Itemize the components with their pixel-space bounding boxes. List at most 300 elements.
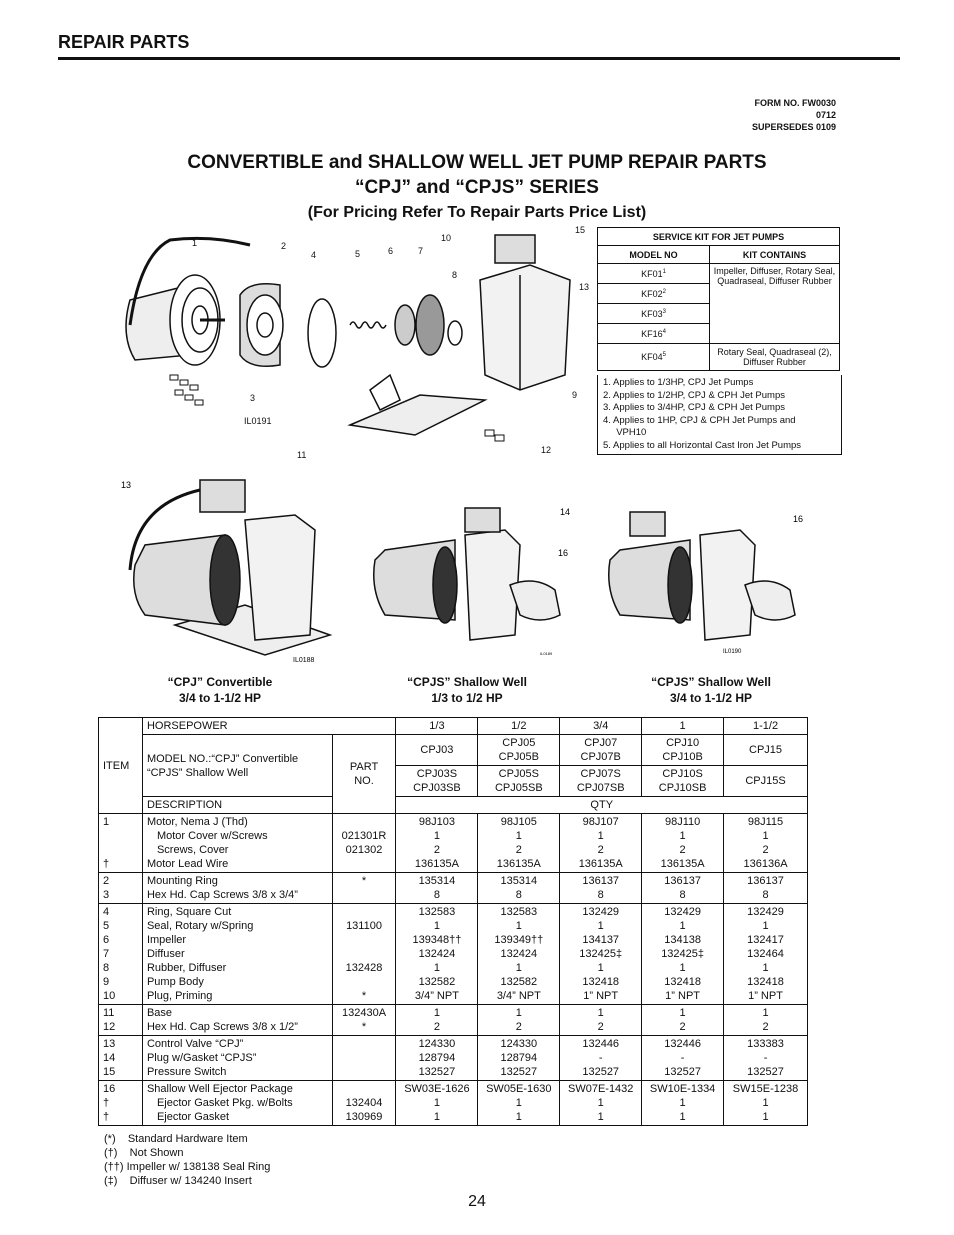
qty-cell (478, 904, 560, 1005)
pump-illustration-cpj (115, 475, 345, 670)
qty: 124330 (500, 1038, 538, 1050)
title-line-1: CONVERTIBLE and SHALLOW WELL JET PUMP REPAIR PARTS (187, 152, 767, 173)
cpjs-model: CPJ10S CPJ10SB (642, 766, 724, 797)
qty-cell (478, 1036, 560, 1081)
qty: 135314 (418, 875, 456, 887)
item: 14 (103, 1052, 116, 1064)
qty: 132464 (747, 948, 784, 960)
qty: 1 (433, 830, 440, 842)
desc: Diffuser (146, 948, 185, 960)
part (337, 905, 392, 919)
item-header: ITEM (99, 718, 143, 814)
qty: 8 (679, 889, 686, 901)
qty: 1 (762, 1111, 769, 1123)
item: 1 (103, 816, 110, 828)
callout-7: 7 (418, 246, 424, 256)
qty: 136135A (660, 858, 705, 870)
part: 021301R (341, 830, 387, 842)
qty: 1 (433, 1097, 440, 1109)
pump-illustration-cpjs-large (595, 510, 815, 660)
qty: 8 (515, 889, 522, 901)
desc: Ring, Square Cut (146, 906, 232, 918)
pump-caption-cpj: “CPJ” Convertible 3/4 to 1-1/2 HP (167, 675, 273, 705)
part: 130969 (345, 1111, 383, 1123)
part: * (361, 990, 367, 1002)
desc: Motor, Nema J (Thd) (146, 816, 248, 828)
qty: 132425‡ (579, 948, 623, 960)
qty: 136135A (414, 858, 459, 870)
qty-cell (724, 814, 808, 873)
qty: 1 (433, 1111, 440, 1123)
qty: 132583 (418, 906, 456, 918)
kit-col-model: MODEL NO (598, 246, 710, 264)
callout-11: 11 (297, 450, 307, 460)
callout-12: 12 (541, 445, 552, 455)
item (103, 829, 138, 843)
callout-13: 13 (121, 480, 132, 490)
qty: 139349†† (494, 934, 544, 946)
part (337, 815, 392, 829)
hp-value: 1/3 (396, 718, 478, 735)
callout-5: 5 (355, 249, 361, 259)
hp-value: 1 (642, 718, 724, 735)
qty: 98J115 (747, 816, 784, 828)
parts-group-row (99, 1081, 808, 1126)
qty-cell (724, 1081, 808, 1126)
qty: 124330 (418, 1038, 456, 1050)
kit-note: 3. Applies to 3/4HP, CPJ & CPH Jet Pumps (603, 402, 785, 413)
parts-group-row (99, 1005, 808, 1036)
part: 021302 (345, 844, 383, 856)
qty: - (763, 1052, 768, 1064)
item: 13 (103, 1038, 116, 1050)
qty: 1 (679, 1007, 686, 1019)
desc-cell (142, 873, 332, 904)
kit-notes (597, 375, 842, 455)
qty: 8 (433, 889, 440, 901)
qty: 2 (597, 844, 604, 856)
cpjs-model: CPJ07S CPJ07SB (560, 766, 642, 797)
kit-note: 4. Applies to 1HP, CPJ & CPH Jet Pumps and (603, 414, 796, 426)
desc: Hex Hd. Cap Screws 3/8 x 3/4” (146, 889, 298, 901)
qty-cell (396, 1005, 478, 1036)
qty: 8 (597, 889, 604, 901)
item: 3 (103, 889, 110, 901)
page-title (0, 150, 954, 225)
qty: 132527 (418, 1066, 456, 1078)
qty: 135314 (500, 875, 538, 887)
item: † (103, 1111, 110, 1123)
part-cell (332, 904, 396, 1005)
qty-cell (396, 1081, 478, 1126)
qty-cell (724, 873, 808, 904)
item: 7 (103, 948, 110, 960)
part-cell (332, 1081, 396, 1126)
qty: 1 (597, 1097, 604, 1109)
qty: 1 (762, 1097, 769, 1109)
qty-cell (560, 1005, 642, 1036)
footnote: (††) Impeller w/ 138138 Seal Ring (104, 1161, 271, 1173)
kit-note: 5. Applies to all Horizontal Cast Iron Jet Pumps (603, 439, 802, 451)
qty: 1 (515, 962, 522, 974)
pump-code: IL0189 (540, 651, 553, 656)
callout-15: 15 (575, 225, 586, 235)
title-line-2: “CPJ” and “CPJS” SERIES (355, 177, 599, 198)
form-number (752, 97, 836, 133)
qty: 132429 (747, 906, 784, 918)
footnote: (‡) Diffuser w/ 134240 Insert (104, 1175, 252, 1187)
qty: 1 (433, 1007, 440, 1019)
qty: 2 (515, 844, 522, 856)
qty: 132527 (664, 1066, 701, 1078)
qty: 132527 (582, 1066, 620, 1078)
qty-cell (560, 814, 642, 873)
qty: 132582 (500, 976, 538, 988)
qty: 8 (762, 889, 769, 901)
item: 5 (103, 920, 110, 932)
kit-contents-a: Impeller, Diffuser, Rotary Seal, Quadraseal, Diffuser Rubber (710, 264, 840, 344)
qty: 1 (515, 830, 522, 842)
cpj-model: CPJ10 CPJ10B (642, 735, 724, 766)
footnote: (*) Standard Hardware Item (104, 1133, 248, 1145)
qty: 1 (762, 920, 769, 932)
qty: 1” NPT (748, 990, 783, 1002)
form-line: FORM NO. FW0030 (754, 98, 836, 108)
part-cell (332, 1005, 396, 1036)
desc: Ejector Gasket (156, 1111, 230, 1123)
qty-cell (642, 873, 724, 904)
qty-cell (560, 1036, 642, 1081)
kit-contents-b: Rotary Seal, Quadraseal (2), Diffuser Rubber (710, 344, 840, 371)
callout-13: 13 (579, 282, 590, 292)
qty-cell (724, 1005, 808, 1036)
item-cell (99, 1036, 143, 1081)
kit-note: VPH10 (603, 427, 647, 438)
qty: 1 (762, 830, 769, 842)
part (337, 1051, 392, 1065)
footnotes (104, 1132, 270, 1188)
qty: 132417 (747, 934, 784, 946)
item: 4 (103, 906, 110, 918)
qty: 134137 (582, 934, 620, 946)
item: 8 (103, 962, 110, 974)
part: * (361, 875, 367, 887)
qty: 2 (433, 1021, 440, 1033)
footnote: (†) Not Shown (104, 1147, 184, 1159)
qty-cell (642, 904, 724, 1005)
part-cell (332, 873, 396, 904)
qty: 1” NPT (583, 990, 619, 1002)
item-cell (99, 1005, 143, 1036)
qty: - (598, 1052, 603, 1064)
qty: SW07E-1432 (567, 1083, 634, 1095)
qty: 1 (597, 920, 604, 932)
qty: 128794 (418, 1052, 456, 1064)
qty: 1 (597, 1111, 604, 1123)
part-cell (332, 1036, 396, 1081)
qty: 132429 (582, 906, 620, 918)
item: 10 (103, 990, 116, 1002)
desc: Ejector Gasket Pkg. w/Bolts (156, 1097, 293, 1109)
qty: 133383 (747, 1038, 784, 1050)
qty: 1 (597, 962, 604, 974)
qty: 132446 (664, 1038, 701, 1050)
qty: 2 (597, 1021, 604, 1033)
pump-code: IL0188 (293, 657, 315, 664)
title-line-3: (For Pricing Refer To Repair Parts Price List) (307, 204, 647, 221)
item: 6 (103, 934, 110, 946)
desc: Mounting Ring (146, 875, 218, 887)
form-line: 0712 (815, 110, 836, 120)
qty: 134138 (664, 934, 701, 946)
hp-value: 3/4 (560, 718, 642, 735)
callout-9: 9 (572, 390, 578, 400)
cpj-model: CPJ07 CPJ07B (560, 735, 642, 766)
qty: 2 (433, 844, 440, 856)
qty-cell (642, 814, 724, 873)
qty: 132418 (582, 976, 620, 988)
qty: 2 (515, 1021, 522, 1033)
page-number: 24 (468, 1193, 486, 1210)
qty: 136135A (578, 858, 623, 870)
item-cell (99, 904, 143, 1005)
qty: 1 (515, 1007, 522, 1019)
hp-value: 1-1/2 (724, 718, 808, 735)
partno-header: PART NO. (332, 735, 396, 814)
qty: 132424 (500, 948, 538, 960)
qty-cell (642, 1081, 724, 1126)
kit-title: SERVICE KIT FOR JET PUMPS (598, 228, 840, 246)
qty: 132418 (664, 976, 701, 988)
model-header: MODEL NO.:“CPJ” Convertible “CPJS” Shallow Well (142, 735, 332, 797)
qty: 132418 (747, 976, 784, 988)
item: 16 (103, 1083, 116, 1095)
qty-cell (478, 873, 560, 904)
cpj-model: CPJ03 (396, 735, 478, 766)
qty: 132527 (500, 1066, 538, 1078)
desc: Plug w/Gasket “CPJS” (146, 1052, 257, 1064)
cpj-model: CPJ15 (724, 735, 808, 766)
exploded-view-diagram (100, 225, 595, 460)
kit-model: $KF16^4$ (598, 324, 710, 344)
qty: 1 (679, 962, 686, 974)
hp-header: HORSEPOWER (142, 718, 396, 735)
qty-cell (396, 873, 478, 904)
qty: 136137 (582, 875, 620, 887)
part (337, 933, 392, 947)
part: 132430A (341, 1007, 387, 1019)
qty: 132424 (418, 948, 456, 960)
desc: Pump Body (146, 976, 204, 988)
item: 12 (103, 1021, 116, 1033)
qty: 132583 (500, 906, 538, 918)
qty-cell (396, 904, 478, 1005)
part: 131100 (346, 920, 382, 932)
qty: 136137 (664, 875, 701, 887)
qty: 132429 (664, 906, 701, 918)
qty: 1 (762, 962, 769, 974)
item-cell (99, 814, 143, 873)
desc: Rubber, Diffuser (146, 962, 227, 974)
desc: Pressure Switch (146, 1066, 227, 1078)
qty: 1 (679, 1111, 686, 1123)
desc-cell (142, 904, 332, 1005)
callout-4: 4 (311, 250, 317, 260)
item: 2 (103, 875, 110, 887)
qty-cell (396, 814, 478, 873)
qty-cell (560, 1081, 642, 1126)
kit-note: 1. Applies to 1/3HP, CPJ Jet Pumps (603, 377, 754, 388)
qty: 1 (762, 1007, 769, 1019)
qty: 1 (679, 920, 686, 932)
desc: Seal, Rotary w/Spring (146, 920, 254, 932)
qty: 98J110 (664, 816, 701, 828)
service-kit-table (597, 227, 840, 371)
qty: 1 (433, 920, 440, 932)
cpj-model: CPJ05 CPJ05B (478, 735, 560, 766)
item: 11 (103, 1007, 115, 1019)
qty: 1 (679, 1097, 686, 1109)
item: † (103, 858, 110, 870)
qty: 132582 (418, 976, 456, 988)
qty: 1 (515, 1097, 522, 1109)
qty-cell (478, 1081, 560, 1126)
qty: 136136A (743, 858, 788, 870)
qty: 98J105 (500, 816, 537, 828)
kit-col-contains: KIT CONTAINS (710, 246, 840, 264)
desc: Motor Cover w/Screws (156, 830, 268, 842)
qty-cell (642, 1005, 724, 1036)
part: * (361, 1021, 367, 1033)
pump-caption-cpjs-large: “CPJS” Shallow Well 3/4 to 1-1/2 HP (651, 675, 771, 705)
desc-cell (142, 1081, 332, 1126)
desc-cell (142, 814, 332, 873)
item-cell (99, 1081, 143, 1126)
parts-group-row (99, 873, 808, 904)
qty: SW15E-1238 (732, 1083, 799, 1095)
kit-model: $KF01^1$ (598, 264, 710, 284)
desc: Shallow Well Ejector Package (146, 1083, 293, 1095)
part-cell (332, 814, 396, 873)
item (103, 843, 138, 857)
qty: 3/4” NPT (496, 990, 541, 1002)
callout-16: 16 (793, 514, 804, 524)
qty: 1 (679, 830, 686, 842)
part (337, 888, 392, 902)
qty-cell (478, 814, 560, 873)
cpjs-model: CPJ05S CPJ05SB (478, 766, 560, 797)
qty: 2 (762, 844, 769, 856)
part (337, 975, 392, 989)
qty-cell (560, 873, 642, 904)
parts-group-row (99, 814, 808, 873)
item-cell (99, 873, 143, 904)
qty-cell (642, 1036, 724, 1081)
qty-cell (560, 904, 642, 1005)
qty: 3/4” NPT (414, 990, 459, 1002)
form-line: SUPERSEDES 0109 (751, 122, 836, 132)
qty: 1 (597, 1007, 604, 1019)
hp-value: 1/2 (478, 718, 560, 735)
part (337, 857, 392, 871)
part (337, 1037, 392, 1051)
qty-cell (724, 904, 808, 1005)
qty: SW10E-1334 (649, 1083, 716, 1095)
desc: Motor Lead Wire (146, 858, 229, 870)
header-rule (58, 57, 900, 60)
qty-header: QTY (396, 797, 808, 814)
qty: 98J103 (418, 816, 455, 828)
qty: 98J107 (582, 816, 619, 828)
qty: 132527 (747, 1066, 784, 1078)
desc: Hex Hd. Cap Screws 3/8 x 1/2” (146, 1021, 298, 1033)
part: 132428 (345, 962, 383, 974)
callout-14: 14 (560, 507, 571, 517)
qty: 136135A (496, 858, 541, 870)
desc: Impeller (146, 934, 187, 946)
item: † (103, 1097, 110, 1109)
desc: Base (146, 1007, 173, 1019)
description-header: DESCRIPTION (142, 797, 332, 814)
qty: 139348†† (412, 934, 462, 946)
kit-model: $KF03^3$ (598, 304, 710, 324)
qty: 132425‡ (661, 948, 705, 960)
desc: Control Valve “CPJ” (146, 1038, 244, 1050)
callout-10: 10 (441, 233, 452, 243)
qty: 2 (679, 1021, 686, 1033)
qty: SW05E-1630 (486, 1083, 552, 1095)
qty: - (680, 1052, 685, 1064)
qty: 1 (433, 962, 440, 974)
repair-parts-table (98, 717, 808, 1126)
qty: 132446 (582, 1038, 620, 1050)
desc: Plug, Priming (146, 990, 213, 1002)
part (337, 947, 392, 961)
parts-group-row (99, 1036, 808, 1081)
item: 15 (103, 1066, 116, 1078)
kit-model: $KF04^5$ (598, 344, 710, 371)
qty-cell (724, 1036, 808, 1081)
qty: 136137 (747, 875, 784, 887)
desc: Screws, Cover (156, 844, 229, 856)
pump-code: IL0190 (723, 649, 742, 655)
pump-caption-cpjs-small: “CPJS” Shallow Well 1/3 to 1/2 HP (407, 675, 527, 705)
desc-cell (142, 1036, 332, 1081)
qty: 1 (597, 830, 604, 842)
qty-cell (478, 1005, 560, 1036)
cpjs-model: CPJ15S (724, 766, 808, 797)
cpjs-model: CPJ03S CPJ03SB (396, 766, 478, 797)
part (337, 1082, 392, 1096)
qty: 128794 (500, 1052, 538, 1064)
qty: SW03E-1626 (404, 1083, 470, 1095)
qty: 1 (515, 1111, 522, 1123)
pump-illustration-cpjs-small (360, 500, 580, 665)
qty: 1” NPT (665, 990, 701, 1002)
parts-group-row (99, 904, 808, 1005)
qty: 2 (762, 1021, 769, 1033)
callout-2: 2 (281, 241, 287, 251)
callout-16: 16 (558, 548, 569, 558)
part (337, 1065, 392, 1079)
desc-cell (142, 1005, 332, 1036)
item: 9 (103, 976, 110, 988)
qty-cell (396, 1036, 478, 1081)
qty: 2 (679, 844, 686, 856)
part: 132404 (345, 1097, 383, 1109)
qty: 1 (515, 920, 522, 932)
callout-6: 6 (388, 246, 394, 256)
